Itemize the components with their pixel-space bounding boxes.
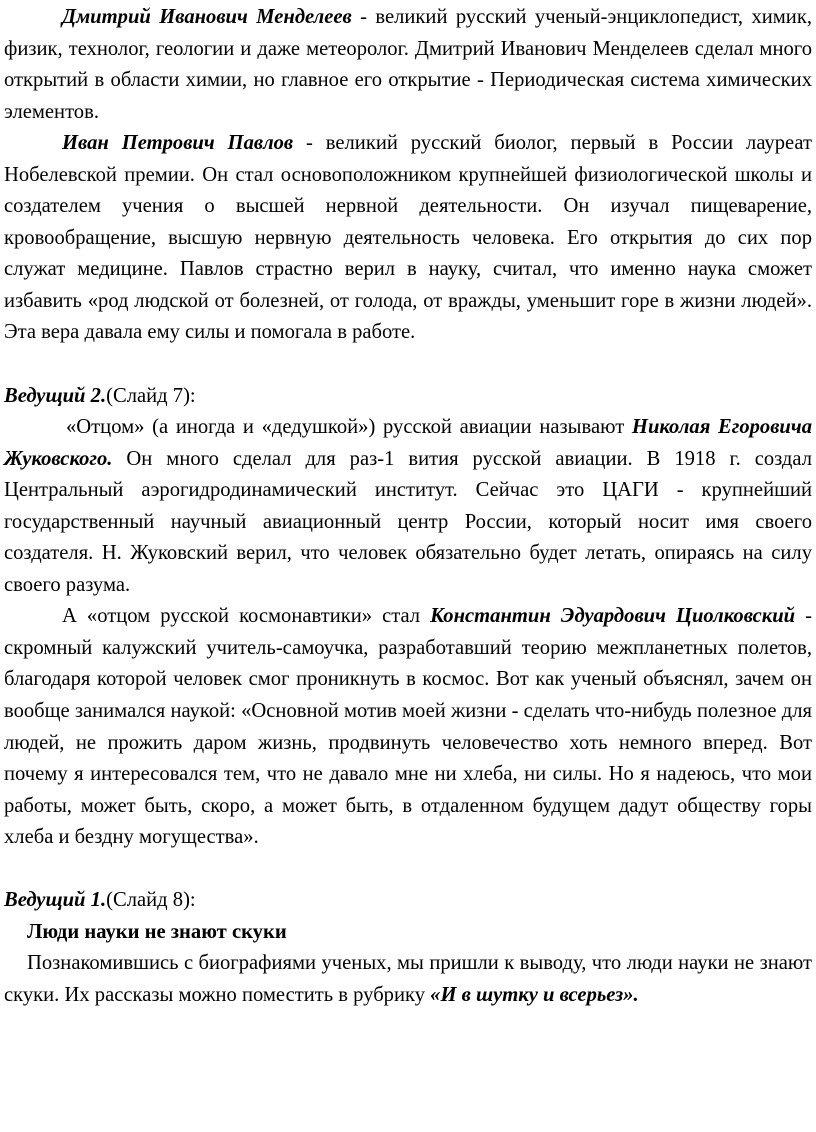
paragraph-intro-tsiolkovsky: А «отцом русской космонавтики» стал xyxy=(62,605,431,628)
section-heading: Люди науки не знают скуки xyxy=(27,920,287,943)
paragraph-text-zhukovsky: Он много сделал для раз-1 вития русской авиации. В 1918 г. создал Центральный аэрогидродинамический институт. Сейчас это ЦАГИ - крупнейший государственный научный авиационный центр России, который носит имя своего создателя. Н. Жуковский верил, что человек обязательно будет летать, опираясь на силу своего разума. xyxy=(4,447,812,596)
paragraph-intro-zhukovsky: «Отцом» (а иногда и «дедушкой») русской авиации называют xyxy=(66,416,632,439)
scientist-name-mendeleev: Дмитрий Иванович Менделеев xyxy=(62,6,352,28)
paragraph-text-mendeleev: - великий русский ученый-энциклопедист, химик, физик, технолог, геологии и даже метеоролог. Дмитрий Иванович Менделеев сделал много открытий в области химии, но главное его открытие - Периодическая система химических элементов. xyxy=(4,6,812,123)
slide-label-7: (Слайд 7): xyxy=(106,384,196,407)
paragraph-conclusion xyxy=(4,948,812,1011)
speaker-line-host2 xyxy=(4,381,812,413)
scientist-name-tsiolkovsky: Константин Эдуардович Циолковский xyxy=(430,605,796,628)
paragraph-pavlov xyxy=(4,128,812,349)
paragraph-text-tsiolkovsky: - скромный калужский учитель-самоучка, разработавший теорию межпланетных полетов, благодаря которой человек смог проникнуть в космос. Вот как ученый объяснял, зачем он вообще занимался наукой: «Основной мотив моей жизни - сделать что-нибудь полезное для людей, не прожить даром жизнь, продвинуть человечество хоть немного вперед. Вот почему я интересовался тем, что не давало мне ни хлеба, ни силы. Но я надеюсь, что мои работы, может быть, скоро, а может быть, в отдаленном будущем дадут обществу горы хлеба и бездну могущества». xyxy=(4,605,813,849)
paragraph-tsiolkovsky xyxy=(4,601,812,853)
paragraph-text-conclusion: Познакомившись с биографиями ученых, мы пришли к выводу, что люди науки не знают скуки. Их рассказы можно поместить в рубрику xyxy=(4,952,812,1006)
speaker-line-host1 xyxy=(4,885,812,917)
paragraph-mendeleev xyxy=(4,2,812,128)
scientist-name-zhukovsky: Николая Егоровича Жуковского. xyxy=(4,416,812,470)
blank-line xyxy=(4,854,812,886)
rubric-title: «И в шутку и всерьез». xyxy=(430,983,639,1006)
paragraph-zhukovsky xyxy=(4,412,812,601)
speaker-label-host2: Ведущий 2. xyxy=(4,384,107,407)
paragraph-text-pavlov: - великий русский биолог, первый в России лауреат Нобелевской премии. Он стал основоположником крупнейшей физиологической школы и создателем учения о высшей нервной деятельности. Он изучал пищеварение, кровообращение, высшую нервную деятельность человека. Его открытия до сих пор служат медицине. Павлов страстно верил в науку, считал, что именно наука сможет избавить «род людской от болезней, от голода, от вражды, уменьшит горе в жизни людей». Эта вера давала ему силы и помогала в работе. xyxy=(4,132,813,344)
blank-line xyxy=(4,349,812,381)
speaker-label-host1: Ведущий 1. xyxy=(4,889,107,912)
scientist-name-pavlov: Иван Петрович Павлов xyxy=(62,132,294,155)
document-page xyxy=(4,2,812,1012)
slide-label-8: (Слайд 8): xyxy=(106,889,196,912)
